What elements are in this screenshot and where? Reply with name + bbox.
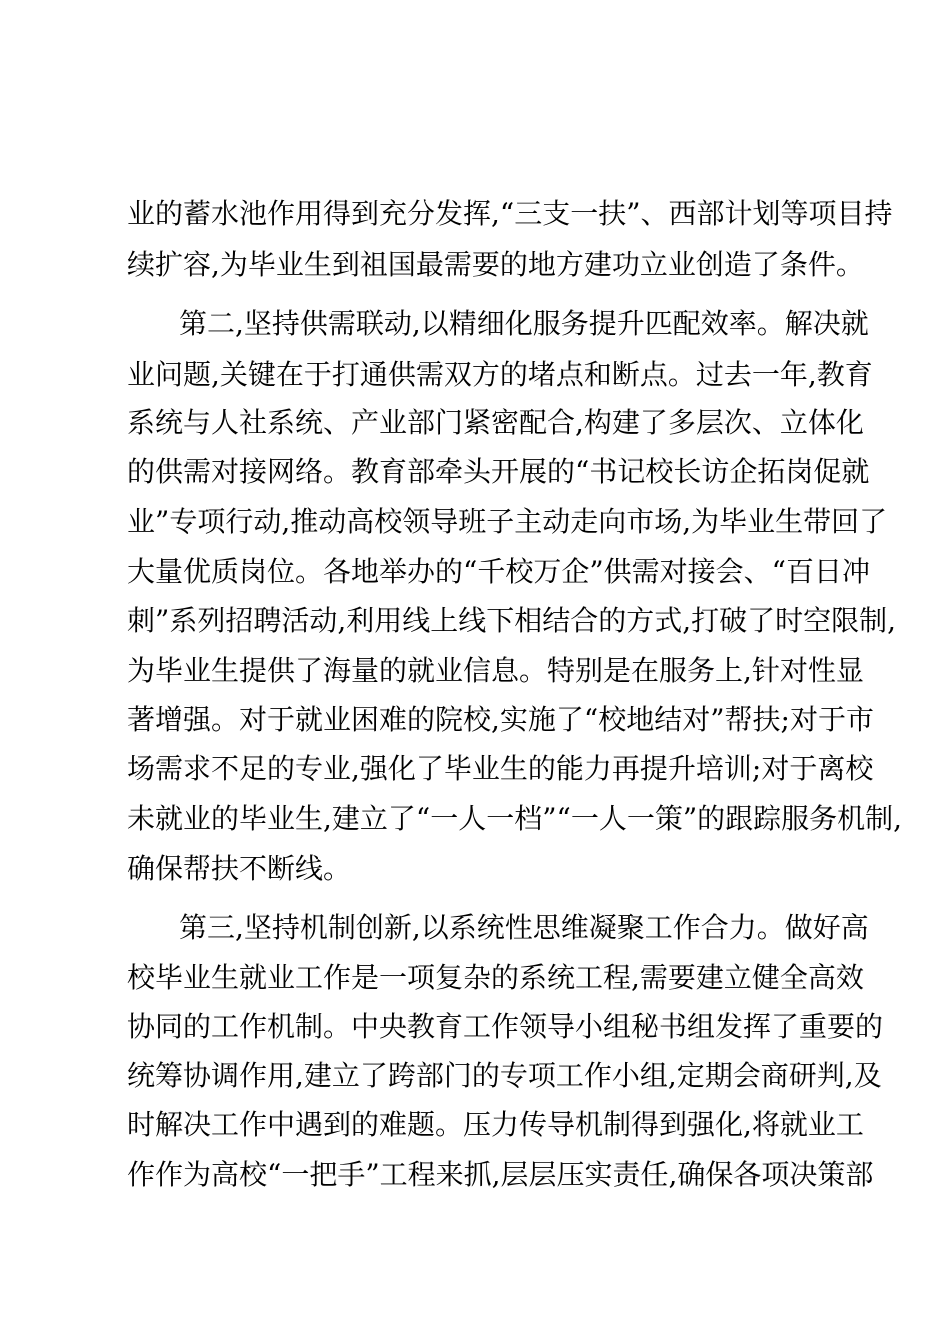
paragraph-3-line-3: 协同的工作机制。中央教育工作领导小组秘书组发挥了重要的 <box>127 1010 884 1043</box>
paragraph-3-line-2: 校毕业生就业工作是一项复杂的系统工程,需要建立健全高效 <box>127 961 864 994</box>
paragraph-2-line-5: 业”专项行动,推动高校领导班子主动走向市场,为毕业生带回了 <box>127 505 888 538</box>
paragraph-2-line-9: 著增强。对于就业困难的院校,实施了“校地结对”帮扶;对于市 <box>127 703 874 736</box>
paragraph-2-line-2: 业问题,关键在于打通供需双方的堵点和断点。过去一年,教育 <box>127 358 873 391</box>
paragraph-2-line-1: 第二,坚持供需联动,以精细化服务提升匹配效率。解决就 <box>179 307 869 340</box>
paragraph-2-line-11: 未就业的毕业生,建立了“一人一档”“一人一策”的跟踪服务机制, <box>127 802 903 835</box>
paragraph-2-line-7: 刺”系列招聘活动,利用线上线下相结合的方式,打破了时空限制, <box>127 604 897 637</box>
paragraph-3-line-4: 统筹协调作用,建立了跨部门的专项工作小组,定期会商研判,及 <box>127 1059 882 1092</box>
paragraph-2-line-3: 系统与人社系统、产业部门紧密配合,构建了多层次、立体化 <box>127 406 864 439</box>
paragraph-1-line-1: 业的蓄水池作用得到充分发挥,“三支一扶”、西部计划等项目持 <box>127 197 893 230</box>
paragraph-2-line-6: 大量优质岗位。各地举办的“千校万企”供需对接会、“百日冲 <box>127 555 870 588</box>
paragraph-3-line-1: 第三,坚持机制创新,以系统性思维凝聚工作合力。做好高 <box>179 911 869 944</box>
paragraph-2-line-8: 为毕业生提供了海量的就业信息。特别是在服务上,针对性显 <box>127 654 864 687</box>
paragraph-1-line-2: 续扩容,为毕业生到祖国最需要的地方建功立业创造了条件。 <box>127 248 864 281</box>
paragraph-3-line-5: 时解决工作中遇到的难题。压力传导机制得到强化,将就业工 <box>127 1108 864 1141</box>
paragraph-2-line-4: 的供需对接网络。教育部牵头开展的“书记校长访企拓岗促就 <box>127 455 870 488</box>
paragraph-2-line-12: 确保帮扶不断线。 <box>127 852 352 885</box>
paragraph-3-line-6: 作作为高校“一把手”工程来抓,层层压实责任,确保各项决策部 <box>127 1158 874 1191</box>
paragraph-2-line-10: 场需求不足的专业,强化了毕业生的能力再提升培训;对于离校 <box>127 752 874 785</box>
